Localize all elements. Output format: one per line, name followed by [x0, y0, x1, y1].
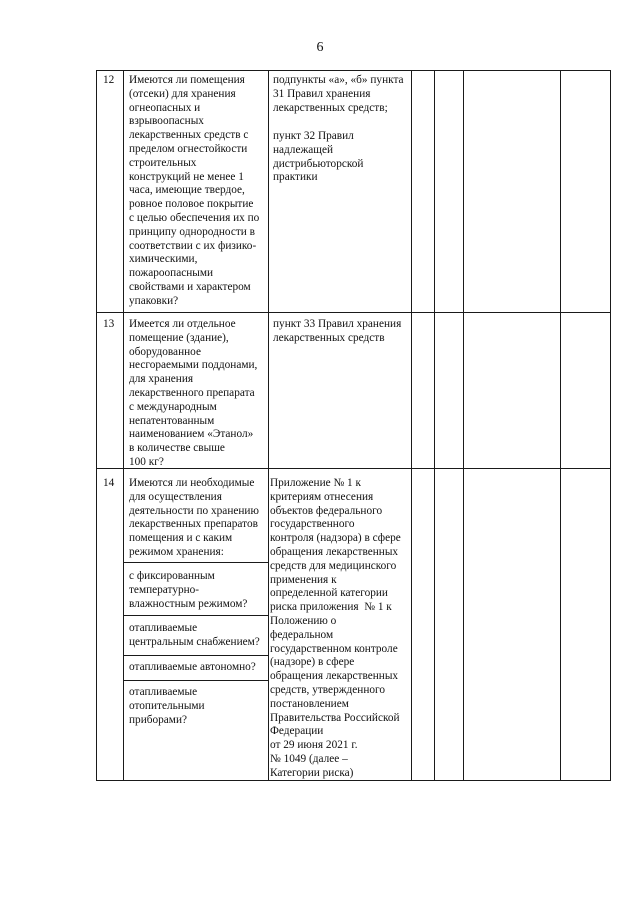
col-border	[123, 70, 124, 781]
subrow-divider	[123, 615, 268, 616]
row-number: 13	[103, 318, 115, 330]
col-border	[96, 70, 97, 781]
col-border	[610, 70, 611, 781]
subrow-divider	[123, 655, 268, 656]
sub-question-text: отапливаемые отопительными приборами?	[129, 686, 205, 726]
col-border	[434, 70, 435, 781]
col-border	[463, 70, 464, 781]
reference-text: подпункты «а», «б» пункта 31 Правил хранения лекарственных средств;	[273, 74, 404, 114]
sub-question-text: отапливаемые автономно?	[129, 661, 256, 673]
sub-question-text: отапливаемые центральным снабжением?	[129, 622, 260, 648]
question-text: Имеются ли помещения (отсеки) для хранения огнеопасных и взрывоопасных лекарственных средств с пределом огнестойкости строительных конструкций не менее 1 часа, имеющие твердое, ровное половое покрытие с целью обеспечения их по принципу однородности в соответствии с их физико- химическими, пожароопасными свойствами и характером упаковки?	[129, 74, 260, 307]
col-border	[560, 70, 561, 781]
reference-text: пункт 32 Правил надлежащей дистрибьюторской практики	[273, 130, 364, 184]
col-border	[411, 70, 412, 781]
row-number: 12	[103, 74, 115, 86]
sub-question-text: с фиксированным температурно- влажностным режимом?	[129, 570, 248, 610]
question-text: Имеются ли необходимые для осуществления деятельности по хранению лекарственных препаратов помещения и с каким режимом хранения:	[129, 477, 259, 558]
subrow-divider	[123, 680, 268, 681]
col-border	[268, 70, 269, 781]
table-border-top	[96, 70, 611, 71]
question-text: Имеется ли отдельное помещение (здание), оборудованное несгораемыми поддонами, для хранения лекарственного препарата с международным непатентованным наименованием «Этанол» в количестве свыше 100 кг?	[129, 318, 258, 468]
reference-text: пункт 33 Правил хранения лекарственных средств	[273, 318, 402, 344]
page-number: 6	[316, 40, 324, 55]
row-divider	[96, 312, 611, 313]
subrow-divider	[123, 562, 268, 563]
reference-text: Приложение № 1 к критериям отнесения объектов федерального государственного контроля (надзора) в сфере обращения лекарственных средств для медицинского применения к определенной категории риска приложения № 1 к Положению о федеральном государственном контроле (надзоре) в сфере обращения лекарственных средств, утвержденного постановлением Правительства Российской Федерации от 29 июня 2021 г. № 1049 (далее – Категории риска)	[270, 477, 401, 779]
row-number: 14	[103, 477, 115, 489]
